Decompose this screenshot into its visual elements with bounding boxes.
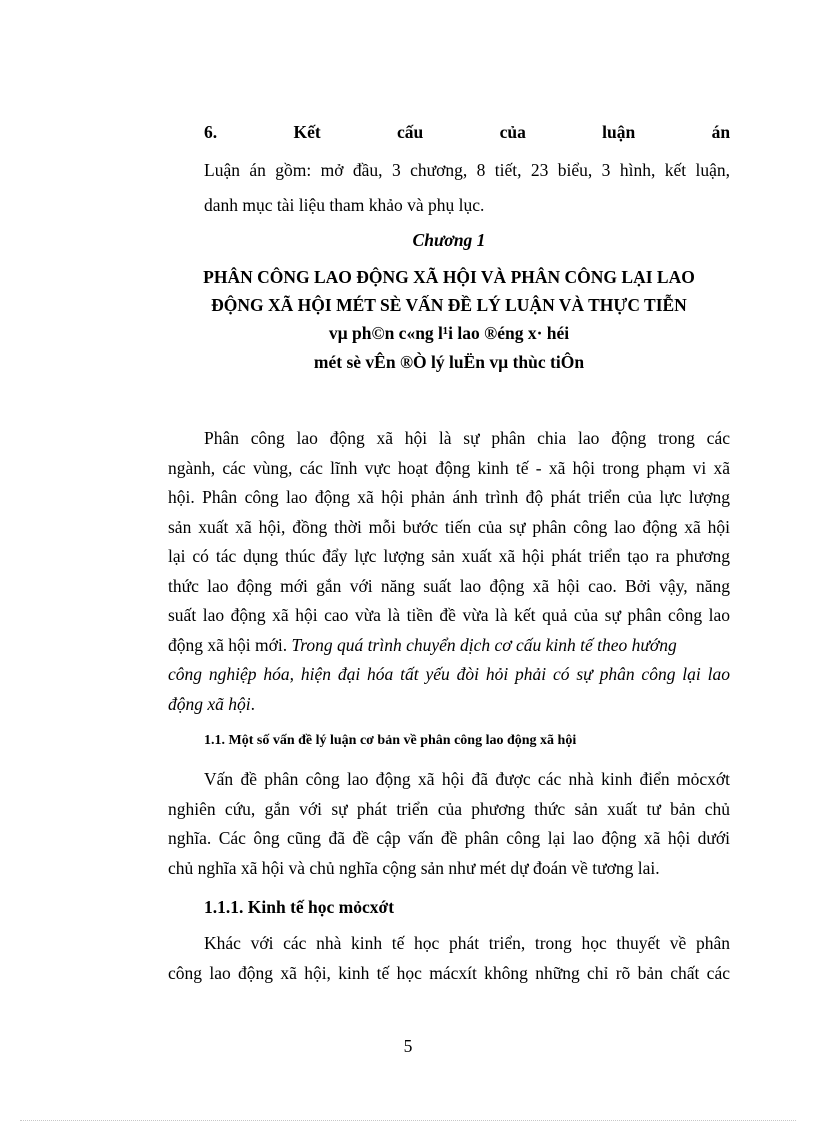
paragraph-3: Khác với các nhà kinh tế học phát triển, trong học thuyết về phân công lao động xã hội, kinh tế học mácxít không những chỉ rõ bản chất các: [168, 933, 730, 983]
chapter-title-legacy-encoding: vµ ph©n c«ng l¹i lao ®éng x· héi mét sè vÊn ®Ò lý luËn vµ thùc tiÔn: [313, 323, 585, 372]
section-6-number: 6.: [204, 122, 218, 142]
mixed-line: động xã hội mới. Trong quá trình chuyển dịch cơ cấu kinh tế theo hướng: [168, 634, 677, 655]
section-1-1-heading: 1.1. Một số vấn đề lý luận cơ bản về phân công lao động xã hội: [204, 733, 577, 748]
page-number: 5: [403, 1036, 413, 1056]
paragraph-2: Vấn đề phân công lao động xã hội đã được các nhà kinh điển mỏcxớt nghiên cứu, gắn với sự phát triển của phương thức sản xuất tư bản chủ nghĩa. Các ông cũng đã đề cập vấn đề phân công lại lao động xã hội dưới chủ nghĩa xã hội và chủ nghĩa cộng sản như mét dự đoán về tương lai.: [168, 769, 730, 878]
paragraph-1: Phân công lao động xã hội là sự phân chia lao động trong các ngành, các vùng, các lĩnh vực hoạt động kinh tế - xã hội trong phạm vi xã hội. Phân công lao động xã hội phản ánh trình độ phát triển của lực lượng sản xuất xã hội, đồng thời mỗi bước tiến của sự phân công lao động xã hội lại có tác dụng thúc đẩy lực lượng sản xuất xã hội phát triển tạo ra phương thức lao động mới gắn với năng suất lao động xã hội cao. Bởi vậy, năng suất lao động xã hội cao vừa là tiền đề vừa là kết quả của sự phân công lao động xã hội mới. Trong quá trình chuyển dịch cơ cấu kinh tế theo hướng công nghiệp hóa, hiện đại hóa tất yếu đòi hỏi phải có sự phân công lại lao động xã hội.: [168, 428, 730, 714]
chapter-label: Chương 1: [412, 230, 486, 250]
section-6-heading: 6. Kết cấu của luận án: [204, 122, 731, 142]
section-1-1-1-heading: 1.1.1. Kinh tế học mỏcxớt: [204, 897, 395, 917]
page-bottom-divider: [20, 1120, 796, 1121]
chapter-title: PHÂN CÔNG LAO ĐỘNG XÃ HỘI VÀ PHÂN CÔNG LẠI LAO ĐỘNG XÃ HỘI MÉT SÈ VẤN ĐỀ LÝ LUẬN VÀ THỰC TIỄN: [203, 267, 695, 315]
intro-paragraph: Luận án gồm: mở đầu, 3 chương, 8 tiết, 23 biểu, 3 hình, kết luận, danh mục tài liệu tham khảo và phụ lục.: [204, 160, 730, 215]
